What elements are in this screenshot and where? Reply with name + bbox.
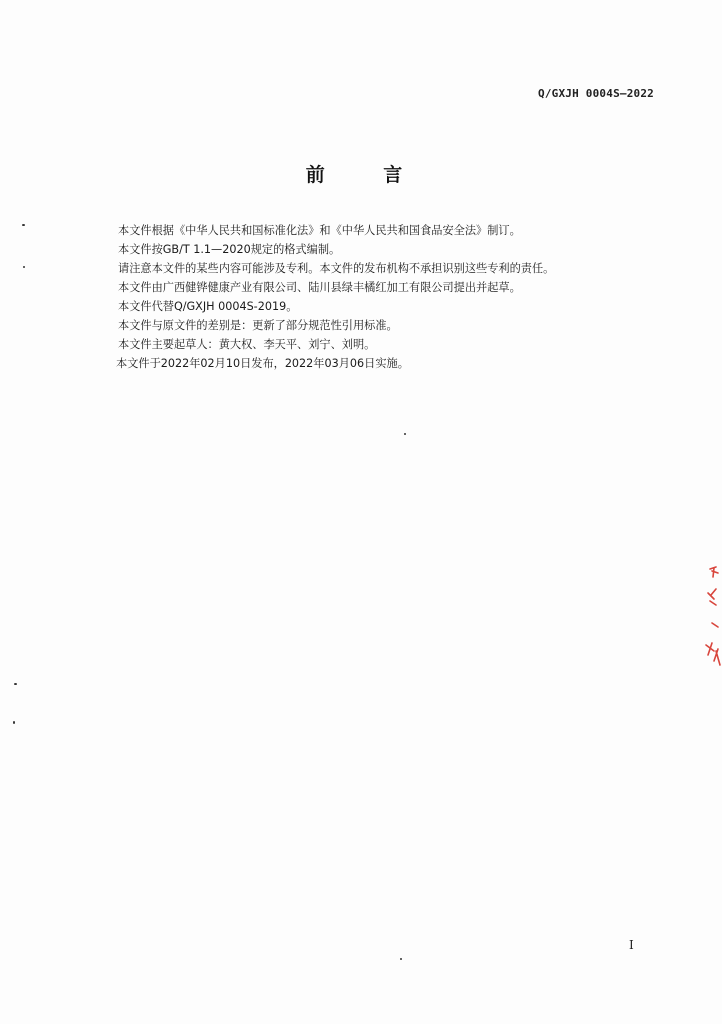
document-code: Q/GXJH 0004S—2022 [538,87,654,100]
seal-stamp-icon [700,565,722,675]
scan-speck [400,958,402,960]
page-title: 前 言 [305,164,429,186]
foreword-body [118,221,638,373]
paragraph: 本文件与原文件的差别是：更新了部分规范性引用标准。 [118,319,398,332]
page-number: I [629,938,634,952]
paragraph: 本文件于2022年02月10日发布，2022年03月06日实施。 [116,357,409,370]
scan-speck [404,433,406,435]
paragraph: 请注意本文件的某些内容可能涉及专利。本文件的发布机构不承担识别这些专利的责任。 [118,262,555,275]
scan-speck [14,683,17,685]
paragraph: 本文件代替Q/GXJH 0004S-2019。 [118,300,298,313]
scan-speck [13,721,15,724]
paragraph: 本文件根据《中华人民共和国标准化法》和《中华人民共和国食品安全法》制订。 [118,224,521,237]
scan-speck [23,266,25,268]
paragraph: 本文件按GB/T 1.1—2020规定的格式编制。 [118,243,341,256]
paragraph: 本文件由广西健铧健康产业有限公司、陆川县绿丰橘红加工有限公司提出并起草。 [118,281,521,294]
scan-speck [22,224,25,226]
paragraph: 本文件主要起草人：黄大权、李天平、刘宁、刘明。 [118,338,376,351]
